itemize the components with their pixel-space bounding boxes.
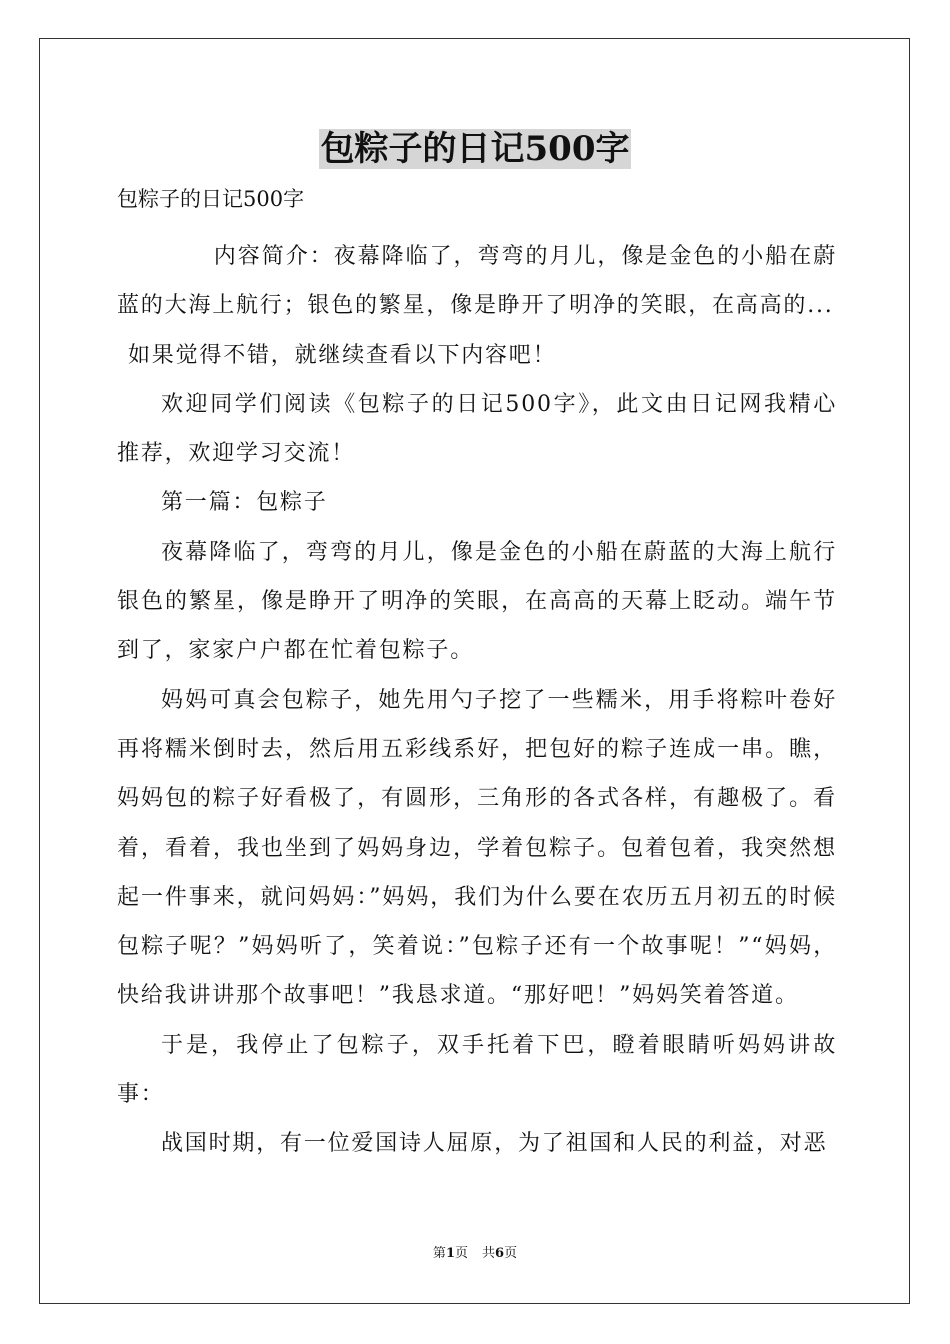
page-suffix: 页 xyxy=(454,1246,468,1261)
document-title xyxy=(0,127,950,171)
body-paragraph: 战国时期，有一位爱国诗人屈原，为了祖国和人民的利益，对恶 xyxy=(161,1131,828,1157)
body-paragraph: 妈妈可真会包粽子，她先用勺子挖了一些糯米，用手将粽叶卷好再将糯米倒时去，然后用五彩线系好，把包好的粽子连成一串。瞧，妈妈包的粽子好看极了，有圆形，三角形的各式各样，有趣极了。看着，看着，我也坐到了妈妈身边，学着包粽子。包着包着，我突然想起一件事来，就问妈妈：”妈妈，我们为什么要在农历五月初五的时候包粽子呢？”妈妈听了，笑着说：”包粽子还有一个故事呢！”“妈妈，快给我讲讲那个故事吧！”我恳求道。“那好吧！”妈妈笑着答道。 xyxy=(117,687,837,1009)
continue-reading-prompt: 如果觉得不错，就继续查看以下内容吧！ xyxy=(128,342,557,368)
total-suffix: 页 xyxy=(504,1246,518,1261)
total-pages: 6 xyxy=(495,1246,505,1261)
body-paragraph: 夜幕降临了，弯弯的月儿，像是金色的小船在蔚蓝的大海上航行银色的繁星，像是睁开了明净的笑眼，在高高的天幕上眨动。端午节到了，家家户户都在忙着包粽子。 xyxy=(117,539,837,664)
document-body xyxy=(117,232,837,1169)
document-subtitle: 包粽子的日记500字 xyxy=(117,187,305,211)
document-title-text: 包粽子的日记500字 xyxy=(320,129,630,169)
section-heading: 第一篇：包粽子 xyxy=(161,490,328,516)
total-prefix: 共 xyxy=(482,1246,496,1261)
intro-paragraph: 内容简介：夜幕降临了，弯弯的月儿，像是金色的小船在蔚蓝的大海上航行；银色的繁星，像是睁开了明净的笑眼，在高高的... xyxy=(117,244,837,319)
page-prefix: 第 xyxy=(432,1246,446,1261)
body-paragraph: 于是，我停止了包粽子，双手托着下巴，瞪着眼睛听妈妈讲故事： xyxy=(117,1032,837,1108)
welcome-paragraph: 欢迎同学们阅读《包粽子的日记500字》，此文由日记网我精心推荐，欢迎学习交流！ xyxy=(117,391,837,467)
page-number: 1 xyxy=(445,1246,455,1261)
page-footer xyxy=(0,1245,950,1263)
